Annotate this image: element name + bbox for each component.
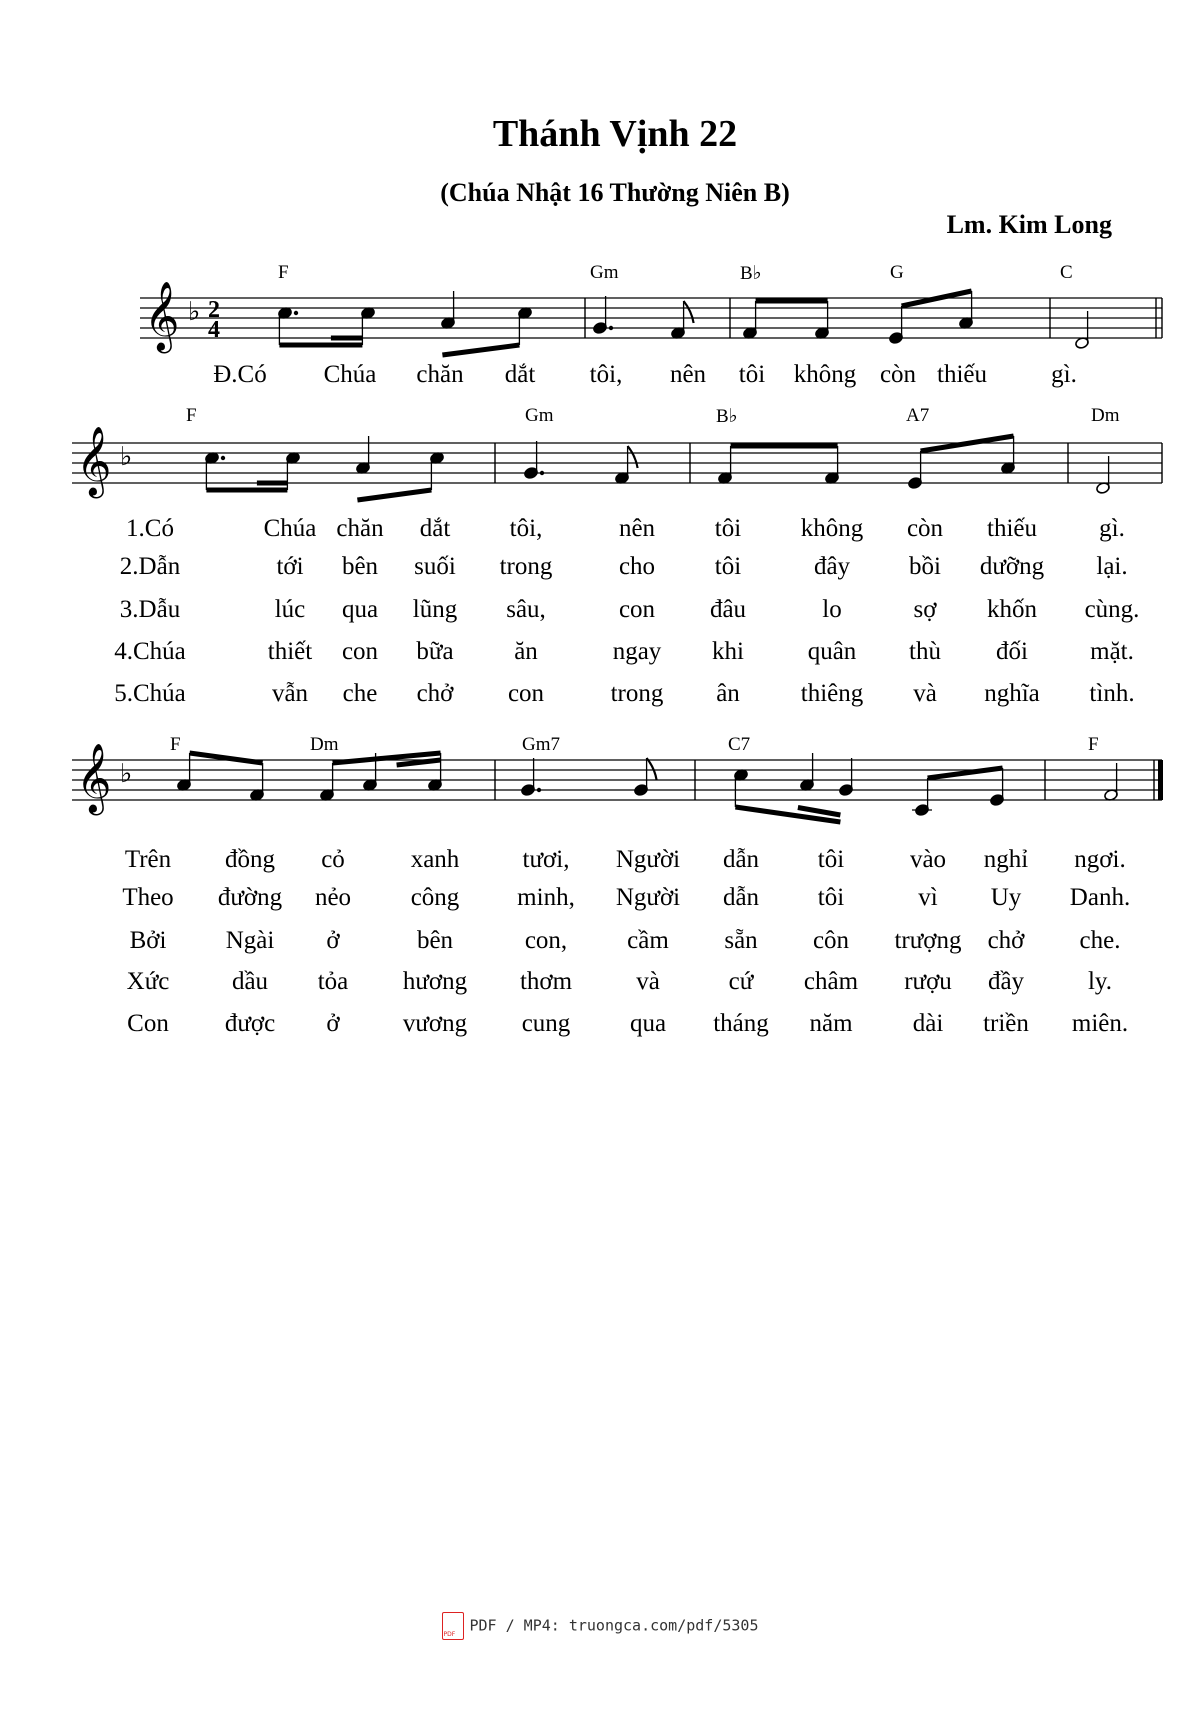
lyric-word: tôi	[738, 361, 766, 388]
lyric-word: dưỡng	[979, 553, 1045, 580]
chord-symbol: F	[186, 405, 197, 426]
lyric-word: dẫn	[722, 846, 760, 873]
lyric-word: qua	[341, 596, 379, 623]
beam	[357, 490, 431, 500]
lyric-word: Bởi	[129, 927, 167, 954]
treble-clef-icon: 𝄞	[76, 743, 112, 813]
final-barline	[1158, 760, 1163, 800]
note	[1096, 456, 1111, 494]
lyric-word: nên	[669, 361, 707, 388]
chord-symbol: F	[278, 262, 289, 283]
lyric-word: sẵn	[724, 927, 758, 954]
note	[524, 441, 545, 479]
lyric-word: bên	[416, 927, 454, 954]
lyric-word: tỏa	[317, 968, 349, 995]
chord-symbol: C7	[728, 734, 751, 755]
lyric-word: thiêng	[800, 680, 864, 707]
note	[889, 306, 904, 344]
note	[912, 778, 932, 816]
lyric-word: chăn	[336, 515, 384, 542]
note	[177, 753, 192, 791]
time-signature-top: 2	[208, 297, 220, 323]
lyric-word: Theo	[122, 884, 174, 911]
lyric-word: tôi	[714, 553, 742, 580]
lyric-word: thơm	[519, 968, 573, 995]
lyric-word: suối	[414, 553, 456, 580]
chord-symbol: Dm	[1091, 405, 1120, 426]
lyric-word: và	[913, 680, 937, 707]
note	[908, 451, 923, 489]
lyric-word: Danh.	[1069, 884, 1131, 911]
lyric-word: dắt	[419, 515, 451, 542]
lyric-word: khi	[712, 638, 744, 665]
lyric-word: ở	[326, 1010, 340, 1037]
note	[441, 291, 456, 329]
lyric-word: dẫn	[722, 884, 760, 911]
lyric-word: 3.Dẫu	[119, 596, 181, 623]
lyric-word: lo	[822, 596, 842, 623]
note	[718, 446, 733, 484]
lyric-word: Con	[127, 1010, 169, 1037]
lyric-word: cầm	[627, 927, 669, 954]
lyric-word: cứ	[728, 968, 754, 995]
lyric-word: không	[800, 515, 864, 542]
lyric-word: ở	[326, 927, 340, 954]
lyric-word: tình.	[1089, 680, 1135, 707]
beam	[190, 753, 263, 763]
beam	[442, 345, 519, 355]
note	[250, 763, 265, 801]
treble-clef-icon: 𝄞	[144, 281, 180, 351]
lyric-word: con,	[524, 927, 568, 954]
lyric-word: trong	[610, 680, 664, 707]
lyric-word: lũng	[412, 596, 458, 623]
chord-symbol: G	[890, 262, 904, 283]
lyric-word: đâu	[709, 596, 747, 623]
lyric-word: đường	[217, 884, 283, 911]
lyric-word: con	[341, 638, 379, 665]
note	[734, 769, 749, 807]
note	[320, 763, 335, 801]
lyric-word: 2.Dẫn	[119, 553, 181, 580]
lyric-word: tôi,	[509, 515, 543, 542]
lyric-word: chở	[987, 927, 1025, 954]
lyric-word: vì	[918, 884, 938, 911]
note	[959, 291, 974, 329]
lyric-word: qua	[629, 1010, 667, 1037]
note	[430, 452, 445, 490]
lyric-word: nên	[618, 515, 656, 542]
chord-symbol: C	[1060, 262, 1073, 283]
lyric-word: tôi	[817, 846, 845, 873]
chord-symbol: A7	[906, 405, 930, 426]
note	[361, 307, 376, 345]
lyric-word: tươi,	[522, 846, 570, 873]
note	[615, 446, 630, 484]
lyric-word: 4.Chúa	[114, 638, 186, 665]
lyric-word: ân	[716, 680, 740, 707]
lyric-word: chở	[416, 680, 454, 707]
key-signature-flat-icon: ♭	[120, 442, 133, 472]
eighth-flag	[628, 446, 638, 468]
lyric-word: 5.Chúa	[114, 680, 186, 707]
lyric-word: Chúa	[263, 515, 317, 542]
chord-symbol: B♭	[740, 263, 762, 284]
lyric-word: vương	[402, 1010, 468, 1037]
lyric-word: còn	[906, 515, 944, 542]
lyric-word: cỏ	[321, 846, 345, 873]
composer: Lm. Kim Long	[946, 210, 1112, 239]
lyric-word: thù	[909, 638, 941, 665]
chord-symbol: Gm	[590, 262, 619, 283]
note	[815, 301, 830, 339]
lyric-word: Người	[615, 846, 681, 873]
note	[1001, 436, 1016, 474]
footer-link[interactable]	[0, 1612, 1200, 1640]
pdf-file-icon	[442, 1612, 464, 1640]
lyric-word: đồng	[225, 846, 275, 873]
chord-symbol: Dm	[310, 734, 339, 755]
lyric-word: tới	[276, 553, 304, 580]
chord-symbol: Gm	[525, 405, 554, 426]
lyric-word: chăn	[416, 361, 464, 388]
note	[286, 452, 301, 490]
lyric-word: gì.	[1099, 515, 1125, 542]
lyric-word: không	[793, 361, 857, 388]
lyric-word: trong	[499, 553, 553, 580]
lyric-word: nghỉ	[983, 846, 1029, 873]
lyric-word: và	[636, 968, 660, 995]
lyric-word: đây	[813, 553, 851, 580]
lyric-word: thiếu	[987, 515, 1037, 542]
lyric-word: công	[410, 884, 460, 911]
staff-system-2	[0, 403, 1200, 523]
lyric-word: vào	[909, 846, 947, 873]
time-signature-bottom: 4	[208, 317, 220, 343]
lyric-word: cho	[618, 553, 656, 580]
note	[743, 301, 758, 339]
note	[278, 307, 299, 345]
lyric-word: lúc	[274, 596, 306, 623]
note	[671, 301, 686, 339]
lyric-word: sợ	[913, 596, 937, 623]
lyric-word: lại.	[1096, 553, 1128, 580]
lyric-word: 1.Có	[126, 515, 174, 542]
note	[1075, 311, 1090, 349]
lyric-word: được	[224, 1010, 276, 1037]
lyric-word: trượng	[894, 927, 962, 954]
lyric-word: con	[618, 596, 656, 623]
chord-symbol: Gm7	[522, 734, 560, 755]
beam-secondary	[798, 808, 841, 816]
lyric-word: tháng	[713, 1010, 769, 1037]
lyric-word: nghĩa	[984, 680, 1040, 707]
chord-symbol: B♭	[716, 406, 738, 427]
beam-secondary	[397, 760, 441, 765]
lyric-word: khốn	[987, 596, 1037, 623]
lyric-word: tôi	[817, 884, 845, 911]
lyric-word: Trên	[124, 846, 172, 873]
lyric-word: nẻo	[314, 884, 352, 911]
song-title: Thánh Vịnh 22	[492, 113, 738, 155]
lyric-word: cung	[521, 1010, 571, 1037]
lyric-word: còn	[879, 361, 917, 388]
lyric-word: xanh	[410, 846, 460, 873]
lyric-word: châm	[803, 968, 859, 995]
lyric-word: Uy	[990, 884, 1022, 911]
note	[1104, 763, 1119, 801]
note	[518, 307, 533, 345]
lyric-word: che.	[1079, 927, 1121, 954]
lyric-word: ngơi.	[1074, 846, 1126, 873]
lyric-word: minh,	[517, 884, 575, 911]
lyric-word: năm	[809, 1010, 853, 1037]
lyric-word: dầu	[231, 968, 269, 995]
lyric-word: vẫn	[271, 680, 309, 707]
lyric-word: che	[342, 680, 378, 707]
note	[356, 436, 371, 474]
lyric-word: côn	[812, 927, 850, 954]
song-subtitle: (Chúa Nhật 16 Thường Niên B)	[440, 178, 790, 207]
lyric-word: dài	[912, 1010, 944, 1037]
lyric-word: bên	[341, 553, 379, 580]
lyric-word: sâu,	[506, 596, 546, 623]
lyric-word: tôi,	[589, 361, 623, 388]
key-signature-flat-icon: ♭	[120, 759, 133, 789]
note	[825, 446, 840, 484]
lyric-word: ngay	[612, 638, 662, 665]
lyric-word: đầy	[987, 968, 1025, 995]
note	[800, 753, 815, 791]
lyric-word: Xức	[126, 968, 170, 995]
lyric-word: cùng.	[1084, 596, 1140, 623]
eighth-flag	[684, 301, 694, 323]
lyric-word: con	[507, 680, 545, 707]
lyric-word: Ngài	[225, 927, 275, 954]
eighth-flag	[647, 758, 657, 780]
footer-text[interactable]: PDF / MP4: truongca.com/pdf/5305	[469, 1616, 759, 1635]
note	[839, 758, 854, 796]
lyric-word: tôi	[714, 515, 742, 542]
lyric-word: Người	[615, 884, 681, 911]
lyric-word: quân	[807, 638, 857, 665]
lyric-word: bồi	[909, 553, 941, 580]
lyric-word: triền	[983, 1010, 1029, 1037]
note	[205, 452, 226, 490]
lyric-word: Chúa	[323, 361, 377, 388]
lyric-word: hương	[402, 968, 468, 995]
lyric-word: mặt.	[1090, 638, 1134, 665]
lyric-word: miên.	[1071, 1010, 1129, 1037]
note	[990, 768, 1005, 806]
lyric-word: thiếu	[937, 361, 987, 388]
lyric-word: bữa	[416, 638, 454, 665]
lyric-word: đối	[996, 638, 1028, 665]
lyric-word: dắt	[504, 361, 536, 388]
lyric-word: thiết	[267, 638, 313, 665]
note	[634, 758, 649, 796]
chord-symbol: F	[1088, 734, 1099, 755]
lyric-word: rượu	[904, 968, 952, 995]
lyric-word: gì.	[1051, 361, 1077, 388]
lyric-word: ăn	[514, 638, 538, 665]
chord-symbol: F	[170, 734, 181, 755]
lyric-word: ly.	[1087, 968, 1113, 995]
treble-clef-icon: 𝄞	[76, 426, 112, 496]
lyric-word: Đ.Có	[213, 361, 267, 388]
key-signature-flat-icon: ♭	[188, 297, 201, 327]
note	[593, 296, 614, 334]
note	[521, 758, 542, 796]
